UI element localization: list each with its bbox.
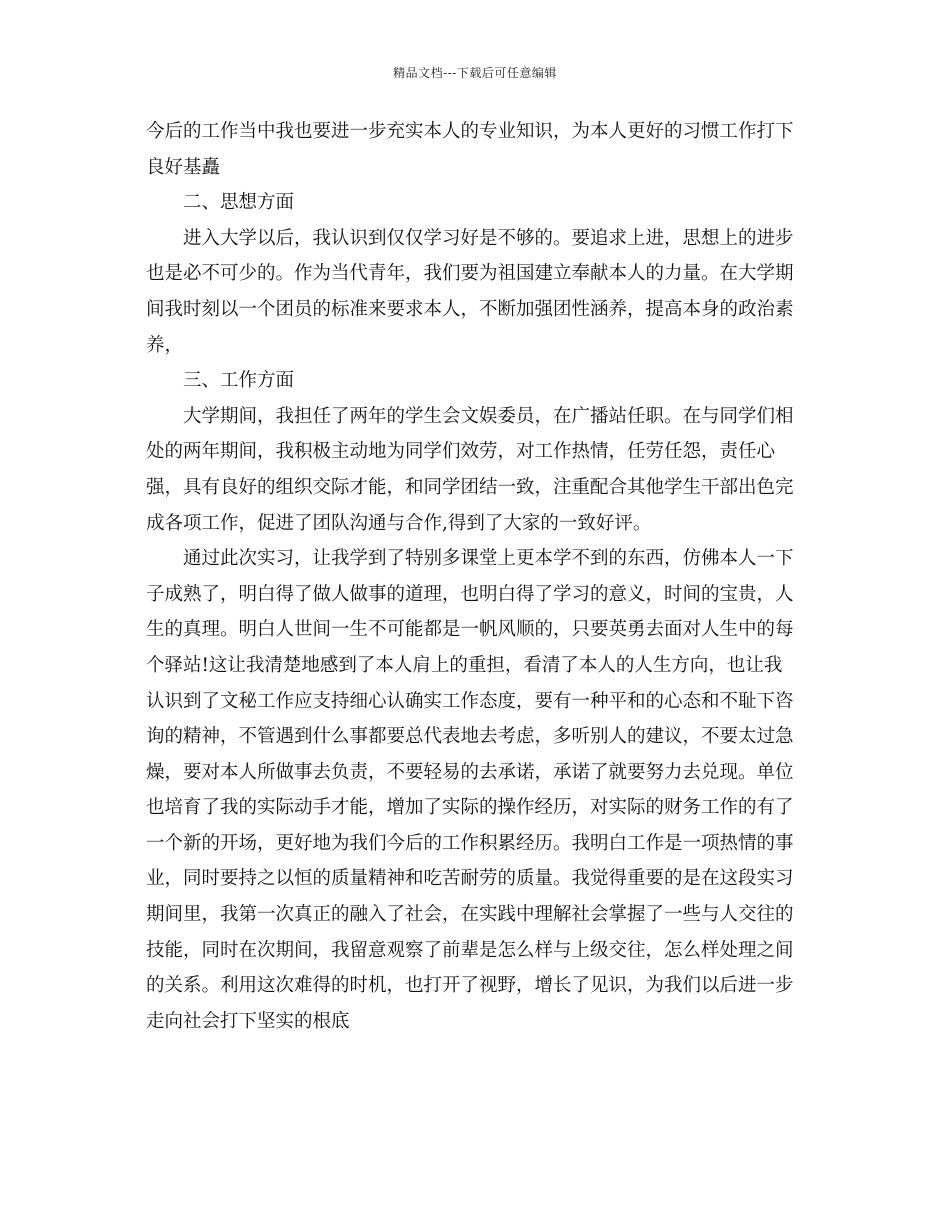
text-line: 的关系。利用这次难得的时机，也打开了视野，增长了见识，为我们以后进一步 (146, 975, 794, 997)
text-line: 认识到了文秘工作应支持细心认确实工作态度，要有一种平和的心态和不耻下咨 (146, 690, 794, 712)
text-line: 技能，同时在次期间，我留意观察了前辈是怎么样与上级交往，怎么样处理之间 (146, 939, 794, 961)
text-line: 子成熟了，明白得了做人做事的道理，也明白得了学习的意义，时间的宝贵，人 (146, 583, 794, 605)
text-line: 通过此次实习，让我学到了特别多课堂上更本学不到的东西，仿佛本人一下 (183, 548, 794, 570)
text-line: 二、思想方面 (183, 192, 295, 214)
text-line: 业，同时要持之以恒的质量精神和吃苦耐劳的质量。我觉得重要的是在这段实习 (146, 868, 794, 890)
text-line: 期间里，我第一次真正的融入了社会，在实践中理解社会掌握了一些与人交往的 (146, 904, 794, 926)
text-line: 间我时刻以一个团员的标准来要求本人，不断加强团性涵养，提高本身的政治素 (146, 298, 794, 320)
text-line: 进入大学以后，我认识到仅仅学习好是不够的。要追求上进，思想上的进步 (183, 227, 794, 249)
page-header: 精品文档---下载后可任意编辑 (393, 66, 557, 80)
text-line: 成各项工作，促进了团队沟通与合作,得到了大家的一致好评。 (146, 512, 652, 534)
text-line: 生的真理。明白人世间一生不可能都是一帆风顺的，只要英勇去面对人生中的每 (146, 619, 794, 641)
text-line: 良好基矗 (146, 156, 221, 178)
text-line: 个驿站!这让我清楚地感到了本人肩上的重担，看清了本人的人生方向，也让我 (146, 654, 783, 676)
text-line: 询的精神，不管遇到什么事都要总代表地去考虑，多听别人的建议，不要太过急 (146, 726, 794, 748)
text-line: 一个新的开场，更好地为我们今后的工作积累经历。我明白工作是一项热情的事 (146, 832, 794, 854)
text-line: 走向社会打下坚实的根底 (146, 1010, 350, 1032)
document-body (146, 114, 806, 1039)
text-line: 三、工作方面 (183, 370, 295, 392)
text-line: 强，具有良好的组织交际才能，和同学团结一致，注重配合其他学生干部出色完 (146, 476, 794, 498)
text-line: 也是必不可少的。作为当代青年，我们要为祖国建立奉献本人的力量。在大学期 (146, 263, 794, 285)
text-line: 今后的工作当中我也要进一步充实本人的专业知识，为本人更好的习惯工作打下 (146, 121, 794, 142)
text-line: 大学期间，我担任了两年的学生会文娱委员，在广播站任职。在与同学们相 (183, 405, 794, 427)
text-line: 也培育了我的实际动手才能，增加了实际的操作经历，对实际的财务工作的有了 (146, 797, 794, 819)
text-line: 处的两年期间，我积极主动地为同学们效劳，对工作热情，任劳任怨，责任心 (146, 441, 776, 463)
text-line: 养， (146, 334, 184, 356)
text-line: 燥，要对本人所做事去负责，不要轻易的去承诺，承诺了就要努力去兑现。单位 (146, 761, 794, 783)
